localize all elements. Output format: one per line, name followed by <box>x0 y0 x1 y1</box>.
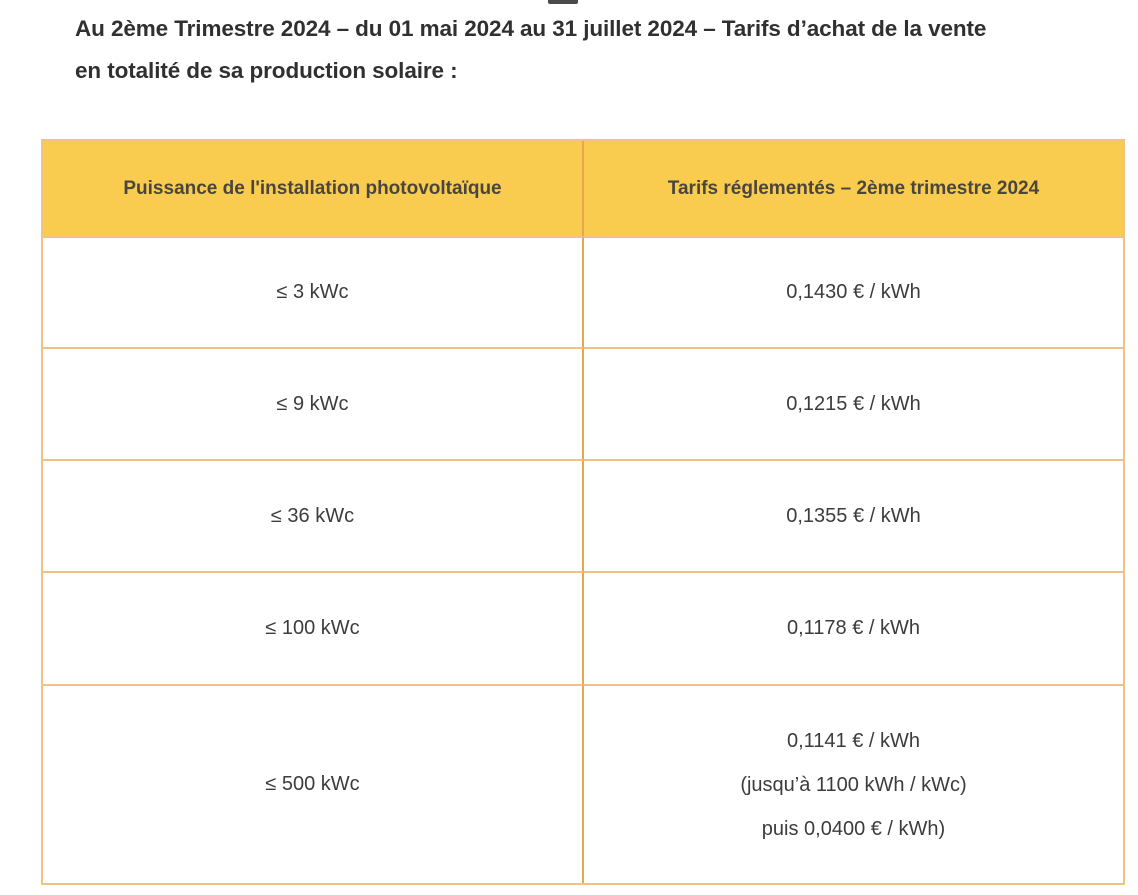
power-cell: ≤ 36 kWc <box>43 459 584 571</box>
power-cell: ≤ 100 kWc <box>43 571 584 684</box>
tariff-cell <box>584 684 1123 883</box>
tariff-cell: 0,1355 € / kWh <box>584 459 1123 571</box>
tariff-cell: 0,1178 € / kWh <box>584 571 1123 684</box>
tariff-table <box>41 139 1125 885</box>
power-cell: ≤ 9 kWc <box>43 347 584 459</box>
cutoff-element-mark <box>548 0 578 4</box>
intro-paragraph <box>75 8 1135 92</box>
tariff-line-2: (jusqu’à 1100 kWh / kWc) <box>740 773 967 796</box>
power-cell: ≤ 3 kWc <box>43 236 584 347</box>
tariff-cell: 0,1430 € / kWh <box>584 236 1123 347</box>
intro-line-2: en totalité de sa production solaire : <box>75 58 458 83</box>
intro-line-1: Au 2ème Trimestre 2024 – du 01 mai 2024 au 31 juillet 2024 – Tarifs d’achat de la vente <box>75 16 987 41</box>
table-header-power: Puissance de l'installation photovoltaïque <box>43 141 584 236</box>
tariff-line-1: 0,1141 € / kWh <box>786 729 921 752</box>
tariff-cell: 0,1215 € / kWh <box>584 347 1123 459</box>
table-header-tariff: Tarifs réglementés – 2ème trimestre 2024 <box>584 141 1123 236</box>
tariff-line-3: puis 0,0400 € / kWh) <box>761 817 946 840</box>
power-cell: ≤ 500 kWc <box>43 684 584 883</box>
